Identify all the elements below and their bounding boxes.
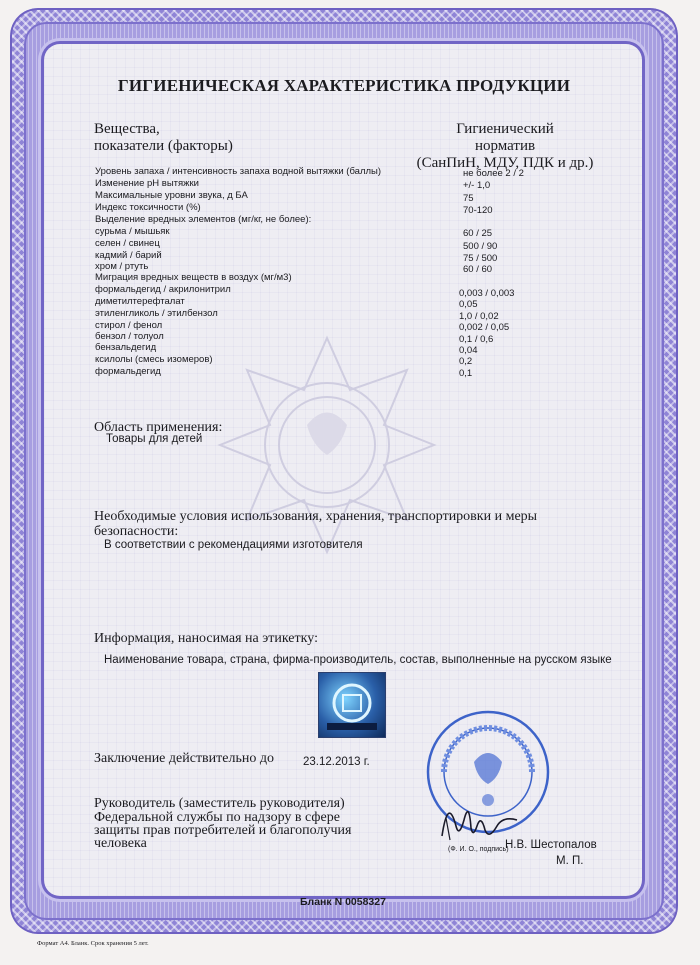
row-label: сурьма / мышьяк: [95, 226, 170, 237]
row-label: хром / ртуть: [95, 261, 149, 272]
row-value: 0,1: [459, 368, 473, 379]
header-indicators: показатели (факторы): [94, 138, 233, 154]
fio-caption: (Ф. И. О., подпись): [448, 846, 509, 853]
conditions-title-line2: безопасности:: [94, 524, 179, 539]
row-label: Уровень запаха / интенсивность запаха водной вытяжки (баллы): [95, 166, 382, 177]
validity-date: 23.12.2013 г.: [303, 756, 370, 768]
row-label: Изменение рН вытяжки: [95, 178, 199, 189]
row-value: 70-120: [463, 205, 493, 216]
header-norm-line3: (СанПиН, МДУ, ПДК и др.): [416, 155, 594, 171]
scope-title: Область применения:: [94, 420, 223, 435]
form-number: Бланк N 0058327: [300, 896, 386, 908]
row-label: Миграция вредных веществ в воздух (мг/м3): [95, 272, 292, 283]
row-label: бензальдегид: [95, 342, 157, 353]
row-label: Максимальные уровни звука, д БА: [95, 190, 248, 201]
row-label: кадмий / барий: [95, 250, 162, 261]
row-value: 60 / 60: [463, 264, 493, 275]
seal-caption: М. П.: [556, 855, 584, 867]
row-value: 60 / 25: [463, 228, 493, 239]
row-label: селен / свинец: [95, 238, 160, 249]
label-info-title: Информация, наносимая на этикетку:: [94, 631, 318, 646]
row-label: Выделение вредных элементов (мг/кг, не более):: [95, 214, 312, 225]
footer-note: Формат А4. Бланк. Срок хранения 5 лет.: [37, 940, 149, 947]
row-label: Индекс токсичности (%): [95, 202, 201, 213]
header-norm-line1: Гигиенический: [456, 121, 554, 137]
row-label: диметилтерефталат: [95, 296, 185, 307]
hologram-sticker: [318, 672, 386, 738]
header-substances: Вещества,: [94, 121, 160, 137]
row-label: стирол / фенол: [95, 320, 163, 331]
row-value: 0,003 / 0,003: [459, 288, 515, 299]
row-label: формальдегид: [95, 366, 161, 377]
row-value: 0,05: [459, 299, 478, 310]
row-label: ксилолы (смесь изомеров): [95, 354, 213, 365]
row-value: 0,2: [459, 356, 473, 367]
hologram-icon: [319, 673, 385, 737]
emblem-watermark: [212, 330, 442, 560]
row-value: 0,002 / 0,05: [459, 322, 510, 333]
signatory-line3: защиты прав потребителей и благополучия: [94, 823, 352, 838]
scope-value: Товары для детей: [106, 433, 203, 445]
row-value: 0,04: [459, 345, 478, 356]
signatory-name: Н.В. Шестопалов: [505, 839, 597, 851]
row-value: +/- 1,0: [463, 180, 491, 191]
signatory-line2: Федеральной службы по надзору в сфере: [94, 810, 340, 825]
conditions-title-line1: Необходимые условия использования, хранения, транспортировки и меры: [94, 509, 538, 524]
row-value: 75 / 500: [463, 253, 498, 264]
signatory-line1: Руководитель (заместитель руководителя): [94, 796, 345, 811]
row-value: 1,0 / 0,02: [459, 311, 499, 322]
row-value: 0,1 / 0,6: [459, 334, 494, 345]
row-label: формальдегид / акрилонитрил: [95, 284, 231, 295]
row-value: не более 2 / 2: [463, 168, 524, 179]
validity-label: Заключение действительно до: [94, 751, 274, 766]
signatory-line4: человека: [94, 836, 147, 851]
row-label: этиленгликоль / этилбензол: [95, 308, 218, 319]
header-norm-line2: норматив: [474, 138, 536, 154]
row-label: бензол / толуол: [95, 331, 164, 342]
conditions-value: В соответствии с рекомендациями изготовителя: [104, 539, 363, 551]
document-title: ГИГИЕНИЧЕСКАЯ ХАРАКТЕРИСТИКА ПРОДУКЦИИ: [117, 76, 571, 95]
label-info-value: Наименование товара, страна, фирма-производитель, состав, выполненные на русском языке: [104, 654, 612, 666]
row-value: 500 / 90: [463, 241, 498, 252]
row-value: 75: [463, 193, 474, 204]
